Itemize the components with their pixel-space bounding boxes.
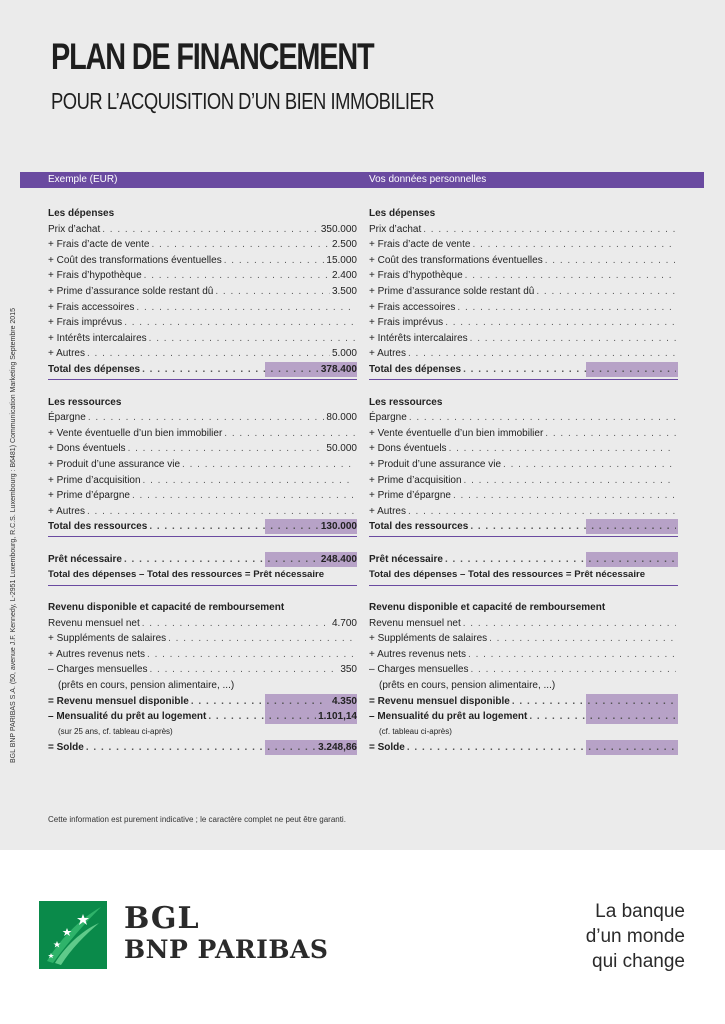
pret-formula: Total des dépenses – Total des ressources = Prêt nécessaire (48, 569, 325, 581)
depenses-title: Les dépenses (369, 208, 436, 219)
list-item: + Prime d’acquisition . . . (48, 473, 357, 489)
pret-necessaire-row[interactable]: Prêt nécessaire . . . (369, 552, 678, 568)
list-item: + Frais d’hypothèque . . . 2.400 (48, 268, 357, 284)
charges-note: (prêts en cours, pension alimentaire, ...) (58, 680, 235, 692)
total-depenses-row: Total des dépenses . . . 378.400 (48, 362, 357, 378)
list-item[interactable]: + Intérêts intercalaires . . . (369, 331, 678, 347)
solde-row: = Solde . . . 3.248,86 (48, 740, 357, 756)
list-item[interactable]: + Coût des transformations éventuelles . . . (369, 253, 678, 269)
list-item[interactable]: + Prime d’acquisition . . . (369, 473, 678, 489)
list-item: – Charges mensuelles . . . 350 (48, 662, 357, 678)
divider (369, 379, 678, 380)
list-item[interactable]: + Suppléments de salaires . . . (369, 631, 678, 647)
list-item: + Coût des transformations éventuelles . . . 15.000 (48, 253, 357, 269)
solde-row[interactable]: = Solde . . . (369, 740, 678, 756)
list-item[interactable]: + Frais imprévus . . . (369, 315, 678, 331)
mensualite-row: – Mensualité du prêt au logement . . . 1.101,14 (48, 709, 357, 725)
list-item: + Autres . . . (48, 504, 357, 520)
list-item: + Frais imprévus . . . (48, 315, 357, 331)
brand-logo-text (124, 903, 328, 965)
list-item[interactable]: Prix d’achat . . . (369, 222, 678, 238)
divider (369, 536, 678, 537)
list-item[interactable]: + Vente éventuelle d’un bien immobilier . . . (369, 426, 678, 442)
list-item: + Prime d’assurance solde restant dû . . . 3.500 (48, 284, 357, 300)
ressources-title: Les ressources (48, 396, 122, 408)
divider (48, 536, 357, 537)
list-item[interactable]: Épargne . . . (369, 410, 678, 426)
ressources-title: Les ressources (369, 396, 443, 408)
disclaimer: Cette information est purement indicative ; le caractère complet ne peut être garanti. (48, 815, 346, 824)
pret-necessaire-row: Prêt nécessaire . . . 248.400 (48, 552, 357, 568)
list-item: + Vente éventuelle d’un bien immobilier . . . (48, 426, 357, 442)
list-item[interactable]: + Autres . . . (369, 504, 678, 520)
mensualite-note: (cf. tableau ci-après) (379, 726, 452, 736)
list-item[interactable]: + Produit d’une assurance vie . . . (369, 457, 678, 473)
tagline (586, 899, 685, 974)
page-title: PLAN DE FINANCEMENT (51, 36, 374, 77)
list-item[interactable]: + Prime d’assurance solde restant dû . . . (369, 284, 678, 300)
example-column (48, 206, 357, 755)
list-item[interactable]: – Charges mensuelles . . . (369, 662, 678, 678)
pret-formula: Total des dépenses – Total des ressources = Prêt nécessaire (369, 569, 646, 581)
personal-data-column (369, 206, 678, 755)
revenu-disponible-row: = Revenu mensuel disponible . . . 4.350 (48, 694, 357, 710)
divider (48, 379, 357, 380)
list-item: + Frais accessoires . . . (48, 300, 357, 316)
revenu-disponible-row[interactable]: = Revenu mensuel disponible . . . (369, 694, 678, 710)
right-column-header: Vos données personnelles (369, 174, 487, 185)
page-subtitle: POUR L’ACQUISITION D’UN BIEN IMMOBILIER (51, 88, 435, 114)
list-item[interactable]: + Autres revenus nets . . . (369, 647, 678, 663)
list-item: Revenu mensuel net . . . 4.700 (48, 616, 357, 632)
list-item: + Autres . . . 5.000 (48, 346, 357, 362)
left-column-header: Exemple (EUR) (48, 174, 118, 185)
list-item: + Produit d’une assurance vie . . . (48, 457, 357, 473)
list-item: + Autres revenus nets . . . (48, 647, 357, 663)
list-item[interactable]: + Dons éventuels . . . (369, 441, 678, 457)
logo-line-bgl: BGL (124, 901, 200, 936)
list-item[interactable]: Revenu mensuel net . . . (369, 616, 678, 632)
tagline-line: qui change (592, 951, 685, 972)
list-item: + Suppléments de salaires . . . (48, 631, 357, 647)
list-item: Épargne . . . 80.000 (48, 410, 357, 426)
list-item[interactable]: + Frais d’acte de vente . . . (369, 237, 678, 253)
column-header-band (20, 172, 704, 188)
mensualite-note: (sur 25 ans, cf. tableau ci-après) (58, 726, 173, 736)
revenu-title: Revenu disponible et capacité de remboursement (48, 602, 285, 614)
bnp-stars-logo-icon (39, 901, 107, 969)
depenses-title: Les dépenses (48, 208, 115, 219)
tagline-line: d’un monde (585, 926, 685, 947)
list-item: Prix d’achat . . . 350.000 (48, 222, 357, 238)
list-item: + Dons éventuels . . . 50.000 (48, 441, 357, 457)
charges-note: (prêts en cours, pension alimentaire, ...) (379, 680, 556, 692)
list-item: + Frais d’acte de vente . . . 2.500 (48, 237, 357, 253)
list-item: + Prime d’épargne . . . (48, 488, 357, 504)
list-item[interactable]: + Frais d’hypothèque . . . (369, 268, 678, 284)
logo-line-bnp: BNP PARIBAS (124, 935, 329, 964)
list-item[interactable]: + Frais accessoires . . . (369, 300, 678, 316)
legal-sidebar-text: BGL BNP PARIBAS S.A. (50, avenue J.F. Kennedy, L-2951 Luxembourg, R.C.S. Luxembourg : B6481) Communication Marketing Septembre 2015 (10, 308, 17, 763)
tagline-line: La banque (595, 901, 685, 922)
list-item: + Intérêts intercalaires . . . (48, 331, 357, 347)
revenu-title: Revenu disponible et capacité de remboursement (369, 602, 606, 614)
total-ressources-row: Total des ressources . . . 130.000 (48, 519, 357, 535)
mensualite-row[interactable]: – Mensualité du prêt au logement . . . (369, 709, 678, 725)
list-item[interactable]: + Autres . . . (369, 346, 678, 362)
list-item[interactable]: + Prime d’épargne . . . (369, 488, 678, 504)
total-ressources-row[interactable]: Total des ressources . . . (369, 519, 678, 535)
total-depenses-row[interactable]: Total des dépenses . . . (369, 362, 678, 378)
